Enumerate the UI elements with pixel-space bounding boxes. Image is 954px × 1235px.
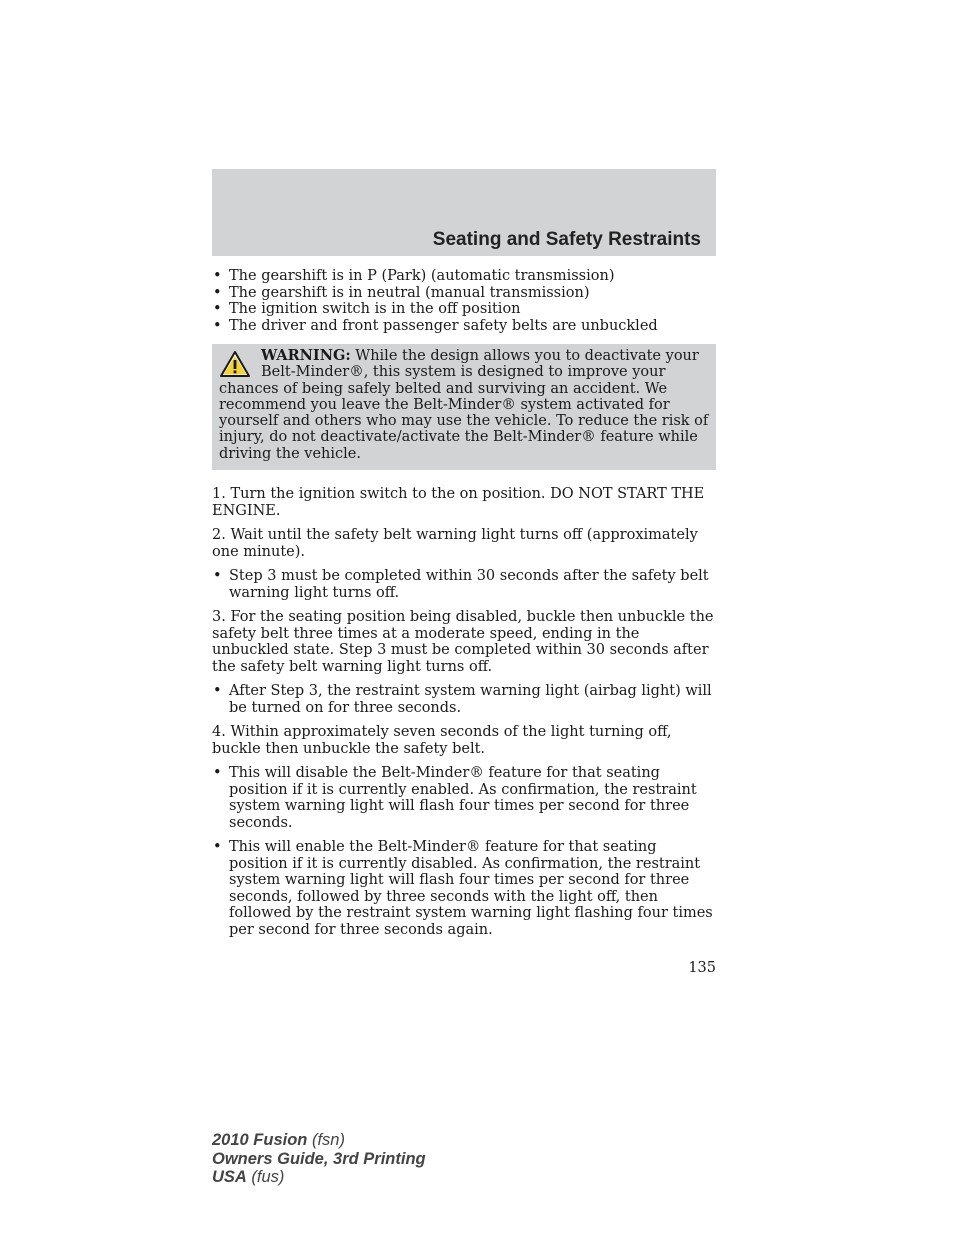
warning-triangle-icon bbox=[219, 350, 251, 378]
step-2-notes bbox=[212, 568, 716, 601]
section-header-band bbox=[212, 169, 716, 256]
step-3: 3. For the seating position being disabled, buckle then unbuckle the safety belt three times at a moderate speed, ending in the unbuckled state. Step 3 must be completed within 30 seconds after the safety belt warning light turns off. bbox=[212, 609, 714, 675]
section-title: Seating and Safety Restraints bbox=[432, 229, 701, 250]
list-item: • The gearshift is in P (Park) (automatic transmission) bbox=[212, 268, 716, 285]
step-3-notes bbox=[212, 683, 716, 716]
footer-region-code: (fus) bbox=[246, 1168, 285, 1186]
footer-region: USA bbox=[212, 1168, 247, 1186]
footer-guide: Owners Guide, 3rd Printing bbox=[212, 1149, 426, 1168]
footer-model: 2010 Fusion bbox=[212, 1131, 308, 1149]
step-4-notes bbox=[212, 765, 716, 938]
page-content bbox=[212, 268, 716, 946]
page-number: 135 bbox=[688, 960, 716, 976]
footer-line-3 bbox=[212, 1168, 426, 1187]
footer-model-code: (fsn) bbox=[307, 1131, 345, 1149]
list-item: • The driver and front passenger safety belts are unbuckled bbox=[212, 318, 716, 335]
footer-line-1 bbox=[212, 1131, 426, 1150]
list-item: • After Step 3, the restraint system warning light (airbag light) will be turned on for three seconds. bbox=[212, 683, 716, 716]
warning-box bbox=[212, 344, 716, 470]
list-item: • Step 3 must be completed within 30 seconds after the safety belt warning light turns off. bbox=[212, 568, 716, 601]
list-item: • This will disable the Belt-Minder® feature for that seating position if it is currently enabled. As confirmation, the restraint system warning light will flash four times per second for three seconds. bbox=[212, 765, 716, 831]
footer-line-2 bbox=[212, 1150, 426, 1169]
step-4: 4. Within approximately seven seconds of the light turning off, buckle then unbuckle the safety belt. bbox=[212, 724, 672, 757]
list-item: • This will enable the Belt-Minder® feature for that seating position if it is currently disabled. As confirmation, the restraint system warning light will flash four times per second for three seconds, followed by three seconds with the light off, then followed by the restraint system warning light flashing four times per second for three seconds again. bbox=[212, 839, 716, 938]
conditions-list bbox=[212, 268, 716, 334]
footer bbox=[212, 1131, 426, 1187]
warning-label: WARNING: bbox=[261, 347, 351, 364]
warning-text: While the design allows you to deactivate your Belt-Minder®, this system is designed to improve your chances of being safely belted and surviving an accident. We recommend you leave the Belt-Minder® system activated for yourself and others who may use the vehicle. To reduce the risk of injury, do not deactivate/activate the Belt-Minder® feature while driving the vehicle. bbox=[219, 348, 709, 462]
step-1: 1. Turn the ignition switch to the on position. DO NOT START THE ENGINE. bbox=[212, 486, 705, 519]
procedure-steps bbox=[212, 486, 716, 938]
list-item: • The ignition switch is in the off position bbox=[212, 301, 716, 318]
list-item: • The gearshift is in neutral (manual transmission) bbox=[212, 285, 716, 302]
step-2: 2. Wait until the safety belt warning light turns off (approximately one minute). bbox=[212, 527, 698, 560]
